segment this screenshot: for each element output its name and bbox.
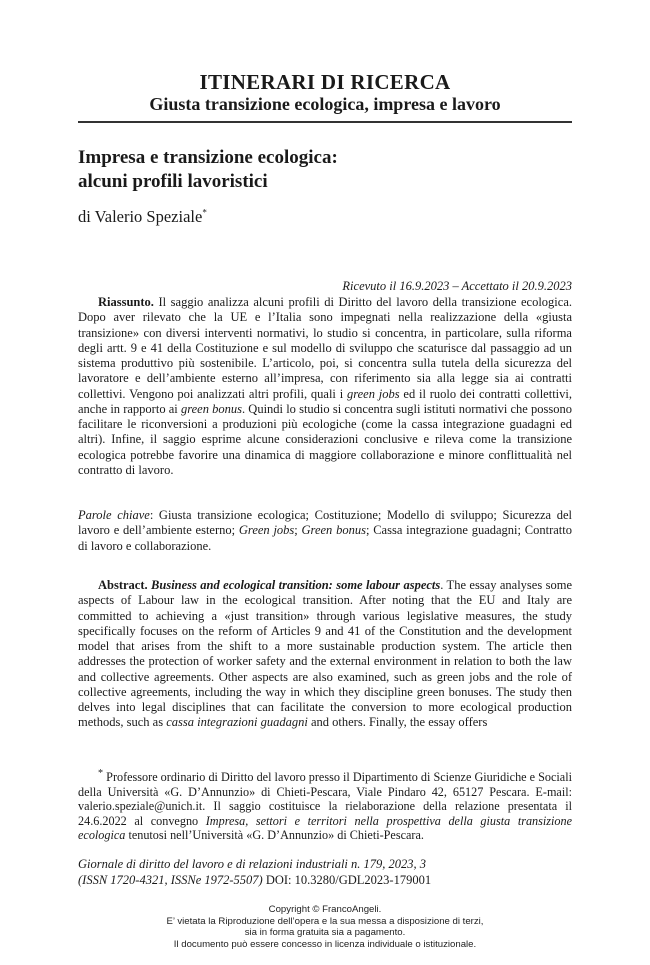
article-title: [78, 146, 572, 194]
author-line: [78, 207, 207, 227]
footnote-text: Professore ordinario di Diritto del lavoro presso il Dipartimento di Scienze Giuridiche e Sociali della Università «G. D’Annunzio» di Chieti-Pescara, Viale Pindaro 42, 65127 Pescara. E-mail: valerio.speziale@unich.it. Il saggio costituisce la rielaborazione della relazione presentata il 24.6.2022 al convegno: [78, 770, 572, 828]
riassunto-em-green-jobs: green jobs: [346, 386, 400, 401]
copyright-line-4: Il documento può essere concesso in licenza individuale o istituzionale.: [173, 938, 477, 950]
riassunto-text: . Quindi lo studio si concentra sugli istituti normativi che possono facilitare le riconversioni a produzioni più ecologiche (come la cassa integrazione guadagni ed altri). Infine, il saggio esprime alcune considerazioni conclusive e rileva come la transizione ecologica potrebbe favorire una dinamica di maggiore collaborazione e minore conflittualità nel contratto di lavoro.: [78, 401, 572, 477]
riassunto-text: ed il ruolo dei contratti collettivi, anche in rapporto ai: [78, 386, 572, 416]
footnote-text: tenutosi nell’Università «G. D’Annunzio» di Chieti-Pescara.: [125, 828, 424, 843]
parole-chiave-label: Parole chiave: [78, 508, 150, 522]
article-title-line-2: alcuni profili lavoristici: [78, 171, 268, 192]
footnote-marker: *: [98, 768, 104, 779]
riassunto-label: Riassunto.: [98, 295, 154, 309]
journal-issn: (ISSN 1720-4321, ISSNe 1972-5507): [78, 873, 263, 887]
journal-line-2: [78, 872, 572, 888]
copyright-line-3: sia in forma gratuita sia a pagamento.: [244, 927, 406, 939]
author-footnote: [78, 767, 572, 843]
journal-line-1: Giornale di diritto del lavoro e di relazioni industriali n. 179, 2023, 3: [78, 857, 427, 871]
footnote-em-conference: Impresa, settori e territori nella prospettiva della giusta transizione ecologica: [78, 813, 572, 843]
abstract-text: and others. Finally, the essay offers: [307, 715, 488, 730]
abstract-em: cassa integrazioni guadagni: [166, 715, 308, 730]
series-title: ITINERARI DI RICERCA: [199, 70, 451, 94]
parole-chiave-separator: ;: [294, 523, 302, 538]
parole-chiave-em: Green jobs: [238, 523, 295, 538]
parole-chiave-text: ; Cassa integrazione guadagni; Contratto di lavoro e collaborazione.: [78, 523, 572, 553]
copyright-line-1: Copyright © FrancoAngeli.: [268, 904, 382, 915]
parole-chiave-text: : Giusta transizione ecologica; Costituzione; Modello di sviluppo; Sicurezza del lavoro e dell’ambiente esterno;: [78, 508, 572, 538]
author-name: di Valerio Speziale: [78, 207, 203, 226]
abstract-paragraph: [78, 578, 572, 731]
journal-citation: [78, 856, 572, 888]
journal-doi: DOI: 10.3280/GDL2023-179001: [262, 873, 432, 887]
riassunto-text: Il saggio analizza alcuni profili di Diritto del lavoro della transizione ecologica. Dopo aver rilevato che la UE e l’Italia sono impegnati nella realizzazione della «giusta transizione» con diversi interventi normativi, lo studio si concentra, in particolare, sulla riforma degli artt. 9 e 41 della Costituzione e sul modello di sviluppo che scaturisce dal passaggio ad un sistema produttivo più sostenibile. L’articolo, poi, si concentra sulla tutela della sicurezza del lavoratore e dell’ambiente esterno all’impresa, con riferimento sia alla legge sia ai contratti collettivi. Vengono poi analizzati altri profili, quali i: [78, 295, 572, 401]
abstract-title: Business and ecological transition: some labour aspects: [151, 578, 441, 592]
author-footnote-marker: *: [202, 207, 207, 218]
copyright-notice: [0, 904, 650, 950]
riassunto-paragraph: [78, 295, 572, 478]
parole-chiave-em: Green bonus: [301, 523, 366, 538]
article-title-line-1: Impresa e transizione ecologica:: [78, 147, 338, 168]
riassunto-em-green-bonus: green bonus: [180, 401, 242, 416]
parole-chiave-paragraph: [78, 508, 572, 554]
series-subtitle: Giusta transizione ecologica, impresa e lavoro: [149, 94, 501, 114]
copyright-line-2: E’ vietata la Riproduzione dell’opera e la sua messa a disposizione di terzi,: [166, 915, 484, 927]
received-accepted-dates: Ricevuto il 16.9.2023 – Accettato il 20.9.2023: [342, 279, 572, 293]
abstract-label: Abstract.: [98, 578, 148, 592]
abstract-text: . The essay analyses some aspects of Labour law in the ecological transition. After noting that the EU and Italy are committed to achieving a «just transition» through various legislative measures, the study specifically focuses on the reform of Articles 9 and 41 of the Constitution and the development model that arises from the shift to a more sustainable production system. The article then addresses the protection of worker safety and the external environment in relation to both the law and collective agreements. Other aspects are also examined, such as green jobs and the role of collective agreements, including the way in which they discipline green bonuses. The study then delves into legal disciplines that can facilitate the conversion to more ecological production methods, such as: [78, 578, 573, 730]
header-divider: [78, 121, 572, 123]
